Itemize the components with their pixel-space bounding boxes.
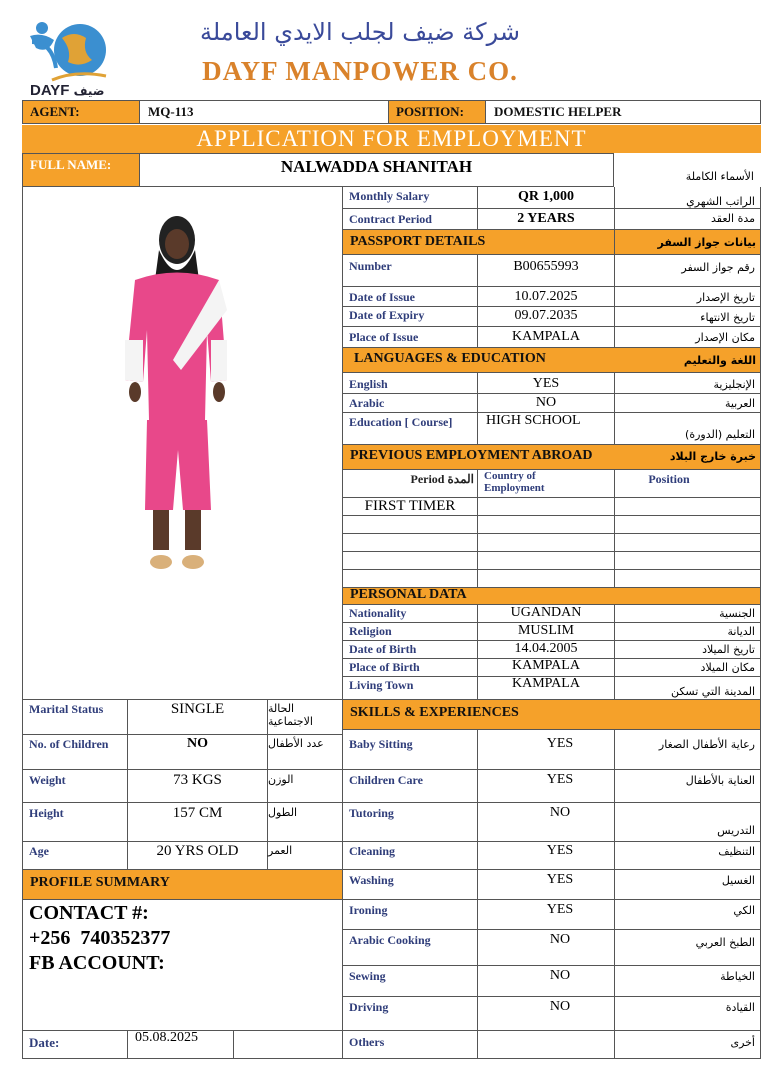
dob-arabic: تاريخ الميلاد bbox=[702, 643, 755, 656]
skill-cleaning-arabic: التنظيف bbox=[718, 845, 755, 858]
expiry-date-label: Date of Expiry bbox=[349, 308, 425, 322]
period-arabic: مدة العقد bbox=[711, 212, 755, 225]
issue-date-arabic: تاريخ الإصدار bbox=[696, 291, 755, 304]
salary-label: Monthly Salary bbox=[349, 189, 430, 203]
nationality-arabic: الجنسية bbox=[719, 607, 755, 620]
contact-number: +256 740352377 bbox=[29, 927, 171, 949]
skill-others-label: Others bbox=[349, 1035, 385, 1049]
birthplace-label: Place of Birth bbox=[349, 660, 420, 674]
arabic-value: NO bbox=[535, 395, 557, 410]
period-label: Contract Period bbox=[349, 212, 432, 226]
salary-arabic: الراتب الشهري bbox=[686, 195, 755, 208]
skill-baby-sitting-arabic: رعاية الأطفال الصغار bbox=[658, 738, 755, 751]
religion-value: MUSLIM bbox=[517, 623, 574, 638]
skill-arabic-cooking-label: Arabic Cooking bbox=[349, 933, 431, 947]
english-label: English bbox=[349, 377, 388, 391]
skill-driving-value: NO bbox=[549, 999, 571, 1014]
age-arabic: العمر bbox=[268, 844, 293, 857]
full-name-label: FULL NAME: bbox=[30, 157, 112, 172]
passport-section-arabic: بيانات جواز السفر bbox=[657, 236, 756, 249]
birthplace-value: KAMPALA bbox=[512, 658, 580, 673]
children-value: NO bbox=[187, 736, 208, 751]
age-label: Age bbox=[29, 844, 49, 858]
skill-ironing-value: YES bbox=[546, 902, 574, 917]
skill-washing-arabic: الغسيل bbox=[721, 874, 755, 887]
employment-col-position: Position bbox=[648, 472, 690, 486]
height-value: 157 CM bbox=[172, 805, 223, 821]
skill-tutoring-value: NO bbox=[549, 805, 571, 820]
profile-section-title: PROFILE SUMMARY bbox=[30, 875, 170, 890]
salary-value: QR 1,000 bbox=[518, 189, 574, 204]
logo-text-ar: ضيف bbox=[73, 84, 105, 98]
marital-status-arabic: الحالة الاجتماعية bbox=[268, 702, 313, 728]
dob-value: 14.04.2005 bbox=[514, 641, 578, 656]
skill-washing-label: Washing bbox=[349, 873, 394, 887]
living-town-value: KAMPALA bbox=[512, 676, 580, 691]
agent-label: AGENT: bbox=[30, 104, 80, 119]
company-logo bbox=[22, 8, 122, 100]
weight-value: 73 KGS bbox=[173, 772, 222, 788]
skill-ironing-label: Ironing bbox=[349, 903, 388, 917]
fb-account-label: FB ACCOUNT: bbox=[29, 952, 165, 974]
full-name-arabic: الأسماء الكاملة bbox=[685, 170, 754, 183]
education-arabic: التعليم (الدورة) bbox=[685, 428, 755, 441]
issue-date-label: Date of Issue bbox=[349, 290, 415, 304]
skill-arabic-cooking-value: NO bbox=[549, 932, 571, 947]
skill-tutoring-label: Tutoring bbox=[349, 806, 394, 820]
employment-col-country: Country of Employment bbox=[484, 470, 545, 494]
position-label: POSITION: bbox=[396, 104, 464, 119]
skill-baby-sitting-label: Baby Sitting bbox=[349, 737, 413, 751]
arabic-label: Arabic bbox=[349, 396, 385, 410]
employment-section-title: PREVIOUS EMPLOYMENT ABROAD bbox=[350, 448, 593, 463]
dob-label: Date of Birth bbox=[349, 642, 417, 656]
height-arabic: الطول bbox=[268, 806, 298, 819]
passport-number-value: B00655993 bbox=[513, 259, 579, 274]
applicant-photo bbox=[115, 210, 245, 580]
skill-driving-arabic: القيادة bbox=[725, 1001, 755, 1014]
marital-status-label: Marital Status bbox=[29, 702, 104, 716]
skill-cleaning-value: YES bbox=[546, 843, 574, 858]
skill-baby-sitting-value: YES bbox=[546, 736, 574, 751]
languages-section-title: LANGUAGES & EDUCATION bbox=[354, 351, 546, 366]
expiry-date-value: 09.07.2035 bbox=[514, 308, 578, 323]
children-label: No. of Children bbox=[29, 737, 109, 751]
employment-first-row: FIRST TIMER bbox=[364, 498, 456, 514]
issue-place-arabic: مكان الإصدار bbox=[695, 331, 755, 344]
english-arabic: الإنجليزية bbox=[713, 378, 755, 391]
logo-text-en: DAYF bbox=[30, 82, 70, 99]
employment-col-period: Period المدة bbox=[410, 472, 474, 486]
living-town-label: Living Town bbox=[349, 678, 414, 692]
personal-section-title: PERSONAL DATA bbox=[350, 587, 467, 602]
skill-children-care-label: Children Care bbox=[349, 773, 423, 787]
age-value: 20 YRS OLD bbox=[156, 843, 239, 859]
arabic-arabic: العربية bbox=[724, 397, 755, 410]
education-label: Education [ Course] bbox=[349, 415, 453, 429]
employment-section-arabic: خبرة خارج البلاد bbox=[669, 450, 756, 463]
skill-driving-label: Driving bbox=[349, 1000, 389, 1014]
religion-arabic: الديانة bbox=[727, 625, 755, 638]
position-value: DOMESTIC HELPER bbox=[494, 104, 622, 119]
skill-ironing-arabic: الكي bbox=[733, 904, 755, 917]
children-arabic: عدد الأطفال bbox=[268, 737, 324, 750]
skill-washing-value: YES bbox=[546, 872, 574, 887]
skill-tutoring-arabic: التدريس bbox=[717, 824, 755, 837]
height-label: Height bbox=[29, 806, 64, 820]
contact-label: CONTACT #: bbox=[29, 902, 149, 924]
expiry-date-arabic: تاريخ الانتهاء bbox=[700, 311, 755, 324]
education-value: HIGH SCHOOL bbox=[486, 413, 581, 428]
birthplace-arabic: مكان الميلاد bbox=[700, 661, 755, 674]
weight-label: Weight bbox=[29, 773, 66, 787]
issue-place-value: KAMPALA bbox=[512, 329, 580, 344]
full-name-value: NALWADDA SHANITAH bbox=[280, 157, 473, 176]
skill-sewing-value: NO bbox=[549, 968, 571, 983]
living-town-arabic: المدينة التي تسكن bbox=[670, 685, 755, 698]
skill-children-care-value: YES bbox=[546, 772, 574, 787]
english-value: YES bbox=[532, 376, 560, 391]
marital-status-value: SINGLE bbox=[170, 701, 225, 717]
arabic-company-title: شركة ضيف لجلب الايدي العاملة bbox=[200, 18, 520, 46]
skill-sewing-arabic: الخياطة bbox=[720, 970, 755, 983]
agent-value: MQ-113 bbox=[148, 104, 194, 119]
nationality-value: UGANDAN bbox=[510, 605, 582, 620]
date-label: Date: bbox=[29, 1035, 60, 1050]
form-title: APPLICATION FOR EMPLOYMENT bbox=[196, 126, 587, 151]
passport-number-arabic: رقم جواز السفر bbox=[681, 261, 755, 274]
languages-section-arabic: اللغة والتعليم bbox=[683, 354, 756, 367]
nationality-label: Nationality bbox=[349, 606, 407, 620]
date-value: 05.08.2025 bbox=[135, 1030, 198, 1045]
period-value: 2 YEARS bbox=[517, 211, 575, 226]
weight-arabic: الوزن bbox=[268, 773, 294, 786]
skill-others-arabic: أخرى bbox=[730, 1036, 755, 1049]
issue-date-value: 10.07.2025 bbox=[514, 289, 578, 304]
skill-arabic-cooking-arabic: الطبخ العربي bbox=[695, 936, 755, 949]
skill-children-care-arabic: العناية بالأطفال bbox=[685, 774, 755, 787]
company-name: DAYF MANPOWER CO. bbox=[202, 56, 518, 86]
skill-sewing-label: Sewing bbox=[349, 969, 386, 983]
skills-section-title: SKILLS & EXPERIENCES bbox=[350, 705, 519, 720]
passport-number-label: Number bbox=[349, 259, 392, 273]
skill-cleaning-label: Cleaning bbox=[349, 844, 396, 858]
passport-section-title: PASSPORT DETAILS bbox=[350, 234, 486, 249]
religion-label: Religion bbox=[349, 624, 392, 638]
issue-place-label: Place of Issue bbox=[349, 330, 419, 344]
